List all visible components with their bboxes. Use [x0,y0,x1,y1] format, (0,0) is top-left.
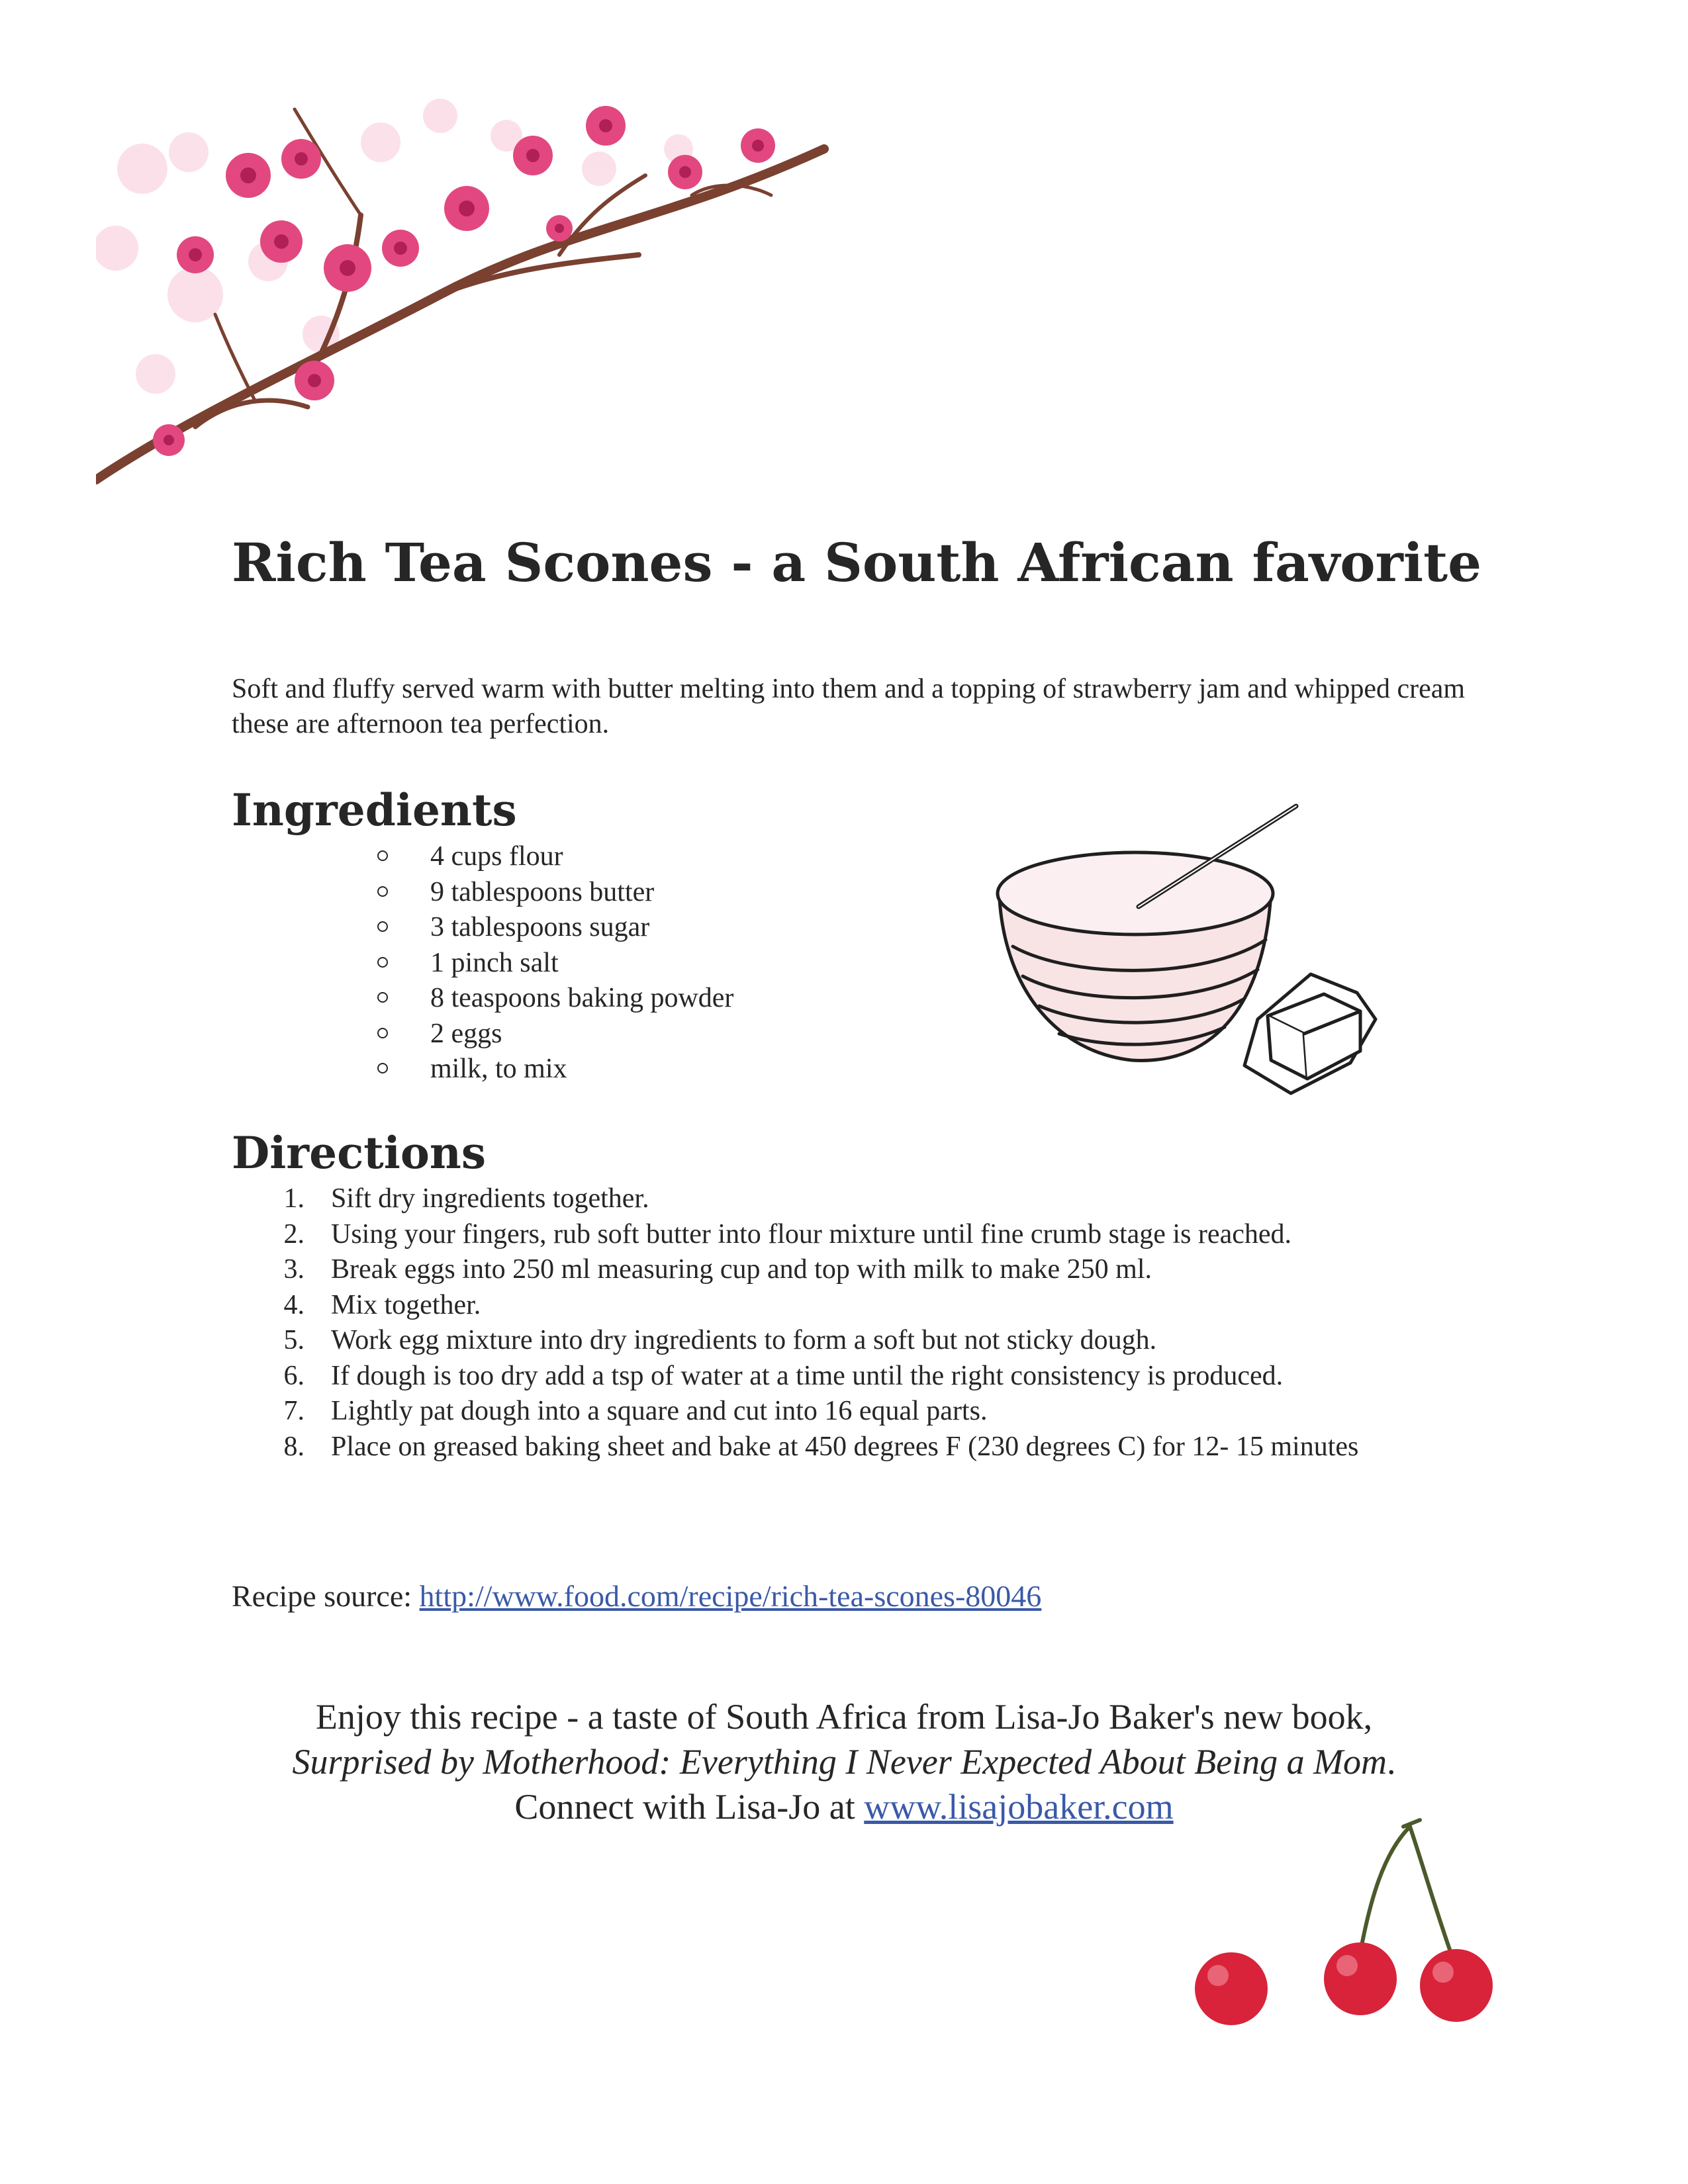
step-text: Using your fingers, rub soft butter into flour mixture until fine crumb stage is reached. [331,1218,1291,1250]
step-text: Sift dry ingredients together. [331,1183,649,1214]
book-title-end: . [1387,1742,1396,1782]
directions-list [271,1181,1489,1465]
list-item [271,1323,1489,1359]
bullet-icon [377,921,388,932]
bullet-icon [377,957,388,968]
bullet-icon [377,886,388,897]
step-number: 2. [283,1218,305,1250]
list-item [271,1430,1489,1465]
step-text: Lightly pat dough into a square and cut into 16 equal parts. [331,1396,988,1426]
source-label: Recipe source: [232,1579,420,1613]
step-text: Break eggs into 250 ml measuring cup and top with milk to make 250 ml. [331,1254,1152,1285]
list-item [377,946,733,981]
website-link[interactable]: www.lisajobaker.com [864,1787,1174,1827]
directions-heading: Directions [232,1127,486,1179]
list-item [377,839,733,875]
recipe-source [232,1578,1041,1615]
footer-line-2 [0,1739,1688,1784]
list-item [377,1052,733,1087]
footer-promo [0,1694,1688,1829]
ingredient-text: 9 tablespoons butter [430,876,655,907]
ingredient-text: 3 tablespoons sugar [430,912,650,942]
step-number: 7. [283,1396,305,1426]
bullet-icon [377,850,388,861]
list-item [271,1359,1489,1394]
cherries-illustration [1185,1813,1516,2058]
recipe-intro: Soft and fluffy served warm with butter melting into them and a topping of strawberry jam and whipped cream these are afternoon tea perfection. [232,674,1466,739]
list-item [377,1017,733,1052]
ingredient-text: 4 cups flour [430,841,563,872]
cherry-blossom-branch-illustration [96,96,844,486]
step-number: 1. [283,1183,305,1214]
recipe-title: Rich Tea Scones - a South African favorite [232,531,1482,594]
step-number: 8. [283,1431,305,1462]
step-number: 3. [283,1254,305,1285]
list-item [271,1217,1489,1253]
ingredient-text: 2 eggs [430,1018,502,1049]
step-number: 5. [283,1325,305,1355]
ingredient-text: milk, to mix [430,1054,567,1084]
step-number: 6. [283,1360,305,1391]
step-text: Work egg mixture into dry ingredients to form a soft but not sticky dough. [331,1325,1157,1355]
step-number: 4. [283,1289,305,1320]
list-item [271,1181,1489,1217]
step-text: Place on greased baking sheet and bake at 450 degrees F (230 degrees C) for 12- 15 minutes [331,1431,1359,1462]
list-item [377,875,733,911]
connect-text: Connect with Lisa-Jo at [514,1787,865,1827]
step-text: If dough is too dry add a tsp of water at a time until the right consistency is produced. [331,1360,1284,1391]
step-text: Mix together. [331,1289,481,1320]
mixing-bowl-illustration [980,801,1390,1112]
bullet-icon [377,1028,388,1038]
list-item [271,1288,1489,1324]
book-title: Surprised by Motherhood: Everything I Never Expected About Being a Mom [292,1742,1387,1782]
ingredients-list [377,839,733,1087]
footer-line-1: Enjoy this recipe - a taste of South Africa from Lisa-Jo Baker's new book, [315,1697,1373,1737]
source-link[interactable]: http://www.food.com/recipe/rich-tea-scones-80046 [419,1579,1042,1613]
ingredient-text: 1 pinch salt [430,947,559,978]
list-item [377,910,733,946]
ingredient-text: 8 teaspoons baking powder [430,983,734,1013]
list-item [377,981,733,1017]
list-item [271,1252,1489,1288]
ingredients-heading: Ingredients [232,784,517,836]
bullet-icon [377,992,388,1003]
list-item [271,1394,1489,1430]
bullet-icon [377,1063,388,1073]
